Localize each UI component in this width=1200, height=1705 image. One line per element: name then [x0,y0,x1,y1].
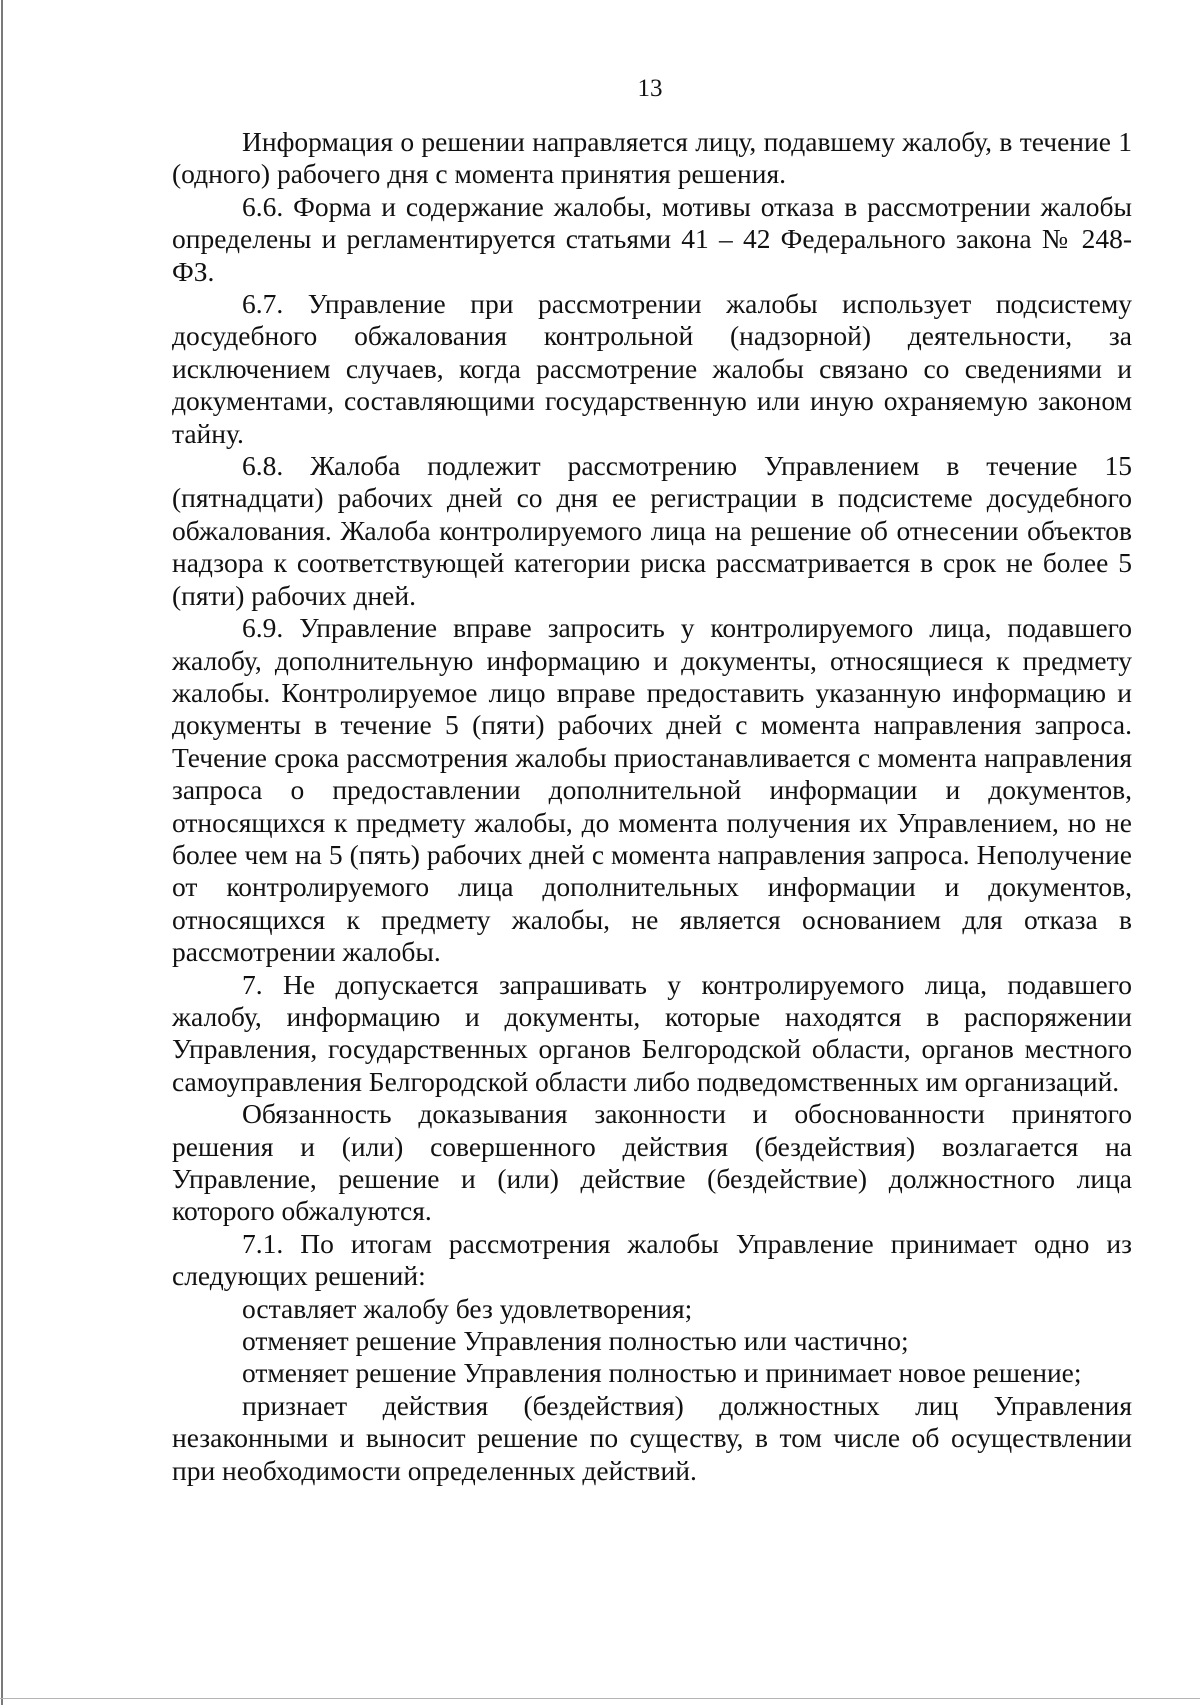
paragraph-7: 7. Не допускается запрашивать у контролируемого лица, подавшего жалобу, информацию и документы, которые находятся в распоряжении Управления, государственных органов Белгородской области, органов местного самоуправления Белгородской области либо подведомственных им организаций. [172,968,1132,1097]
page-number: 13 [637,75,663,102]
paragraph-6-6: 6.6. Форма и содержание жалобы, мотивы отказа в рассмотрении жалобы определены и регламентируется статьями 41 – 42 Федерального закона № 248-ФЗ. [172,190,1132,287]
paragraph-burden-of-proof: Обязанность доказывания законности и обоснованности принятого решения и (или) совершенного действия (бездействия) возлагается на Управление, решение и (или) действие (бездействие) должностного лица которого обжалуются. [172,1098,1132,1227]
scan-edge-left [1,0,3,1705]
list-item-cancel-partially: отменяет решение Управления полностью или частично; [242,1325,909,1357]
document-body [172,126,1132,1487]
scan-edge-bottom [0,1698,1200,1699]
list-item-declare-unlawful: признает действия (бездействия) должностных лиц Управления незаконными и выносит решение по существу, в том числе об осуществлении при необходимости определенных действий. [172,1389,1132,1486]
paragraph-6-9: 6.9. Управление вправе запросить у контролируемого лица, подавшего жалобу, дополнительную информацию и документы, относящиеся к предмету жалобы. Контролируемое лицо вправе предоставить указанную информацию и документы в течение 5 (пяти) рабочих дней с момента направления запроса. Течение срока рассмотрения жалобы приостанавливается с момента направления запроса о предоставлении дополнительной информации и документов, относящихся к предмету жалобы, до момента получения их Управлением, но не более чем на 5 (пять) рабочих дней с момента направления запроса. Неполучение от контролируемого лица дополнительных информации и документов, относящихся к предмету жалобы, не является основанием для отказа в рассмотрении жалобы. [172,612,1132,968]
list-item-cancel-new-decision: отменяет решение Управления полностью и принимает новое решение; [242,1357,1082,1389]
paragraph-7-1: 7.1. По итогам рассмотрения жалобы Управление принимает одно из следующих решений: [172,1227,1132,1292]
paragraph-6-7: 6.7. Управление при рассмотрении жалобы использует подсистему досудебного обжалования контрольной (надзорной) деятельности, за исключением случаев, когда рассмотрение жалобы связано со сведениями и документами, составляющими государственную или иную охраняемую законом тайну. [172,288,1132,449]
list-item-leave-unsatisfied: оставляет жалобу без удовлетворения; [242,1292,693,1324]
paragraph-6-8: 6.8. Жалоба подлежит рассмотрению Управлением в течение 15 (пятнадцати) рабочих дней со дня ее регистрации в подсистеме досудебного обжалования. Жалоба контролируемого лица на решение об отнесении объектов надзора к соответствующей категории риска рассматривается в срок не более 5 (пяти) рабочих дней. [172,450,1132,611]
paragraph-info-decision: Информация о решении направляется лицу, подавшему жалобу, в течение 1 (одного) рабочего дня с момента принятия решения. [172,126,1132,190]
